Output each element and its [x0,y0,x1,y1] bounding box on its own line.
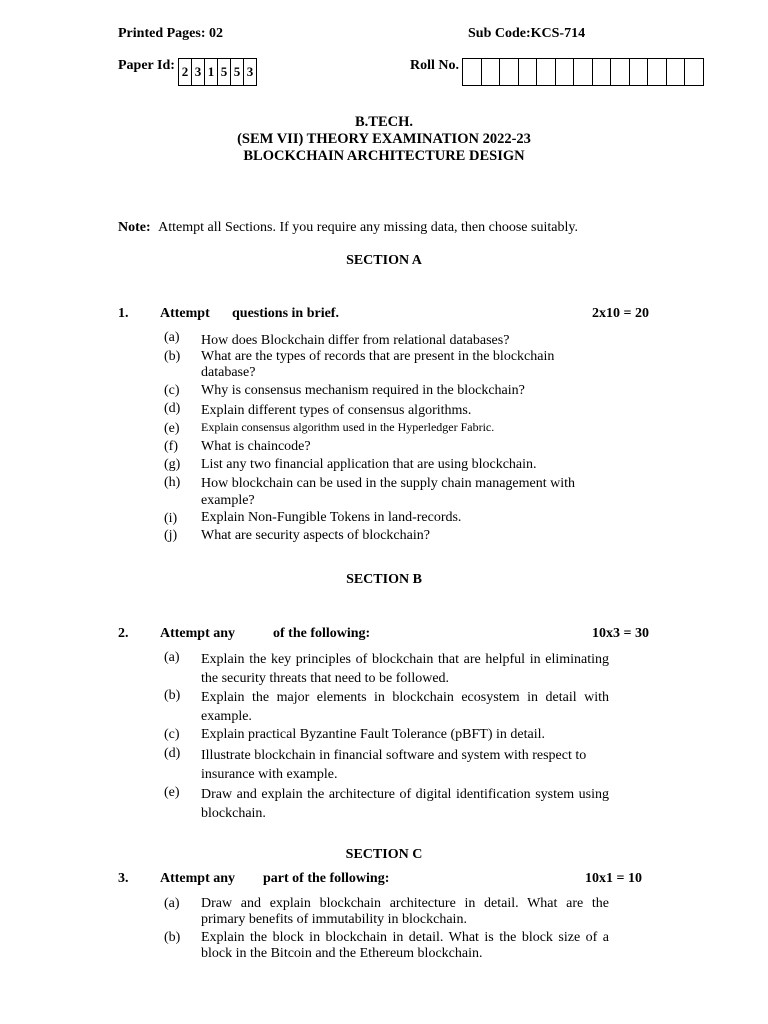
question-item: Draw and explain the architecture of digital identification system using blockchain. [201,787,609,821]
item-label: (b) [164,930,181,945]
roll-no-box[interactable] [592,58,612,86]
item-label: (g) [164,457,181,472]
item-label: (j) [164,528,178,543]
item-label: (h) [164,475,181,490]
roll-no-box[interactable] [462,58,482,86]
printed-pages: Printed Pages: 02 [118,26,223,41]
question-item: Explain consensus algorithm used in the Hyperledger Fabric. [201,420,495,434]
note [118,220,578,236]
question-item: What is chaincode? [201,439,311,454]
roll-no-box[interactable] [536,58,556,86]
item-label: (e) [164,421,180,436]
roll-no-box[interactable] [666,58,686,86]
question-item: Explain practical Byzantine Fault Tolerance (pBFT) in detail. [201,727,545,742]
question-item: Explain the block in blockchain in detail. What is the block size of a block in the Bitcoin and the Ethereum blockchain. [201,930,609,961]
paper-id-digit: 5 [230,58,244,86]
title-degree: B.TECH. [354,114,413,130]
section-a-heading: SECTION A [346,253,422,268]
roll-no-box[interactable] [684,58,704,86]
roll-no-box[interactable] [499,58,519,86]
roll-no-boxes[interactable] [463,58,704,86]
item-label: (c) [164,383,180,398]
item-label: (a) [164,650,180,665]
paper-id-digit: 3 [243,58,257,86]
item-label: (d) [164,746,181,761]
question-marks: 2x10 = 20 [592,306,649,321]
paper-id-digit: 1 [204,58,218,86]
item-label: (e) [164,785,180,800]
roll-no-box[interactable] [610,58,630,86]
question-item: Explain Non-Fungible Tokens in land-records. [201,510,462,525]
question-item: Why is consensus mechanism required in the blockchain? [201,383,525,398]
roll-no-box[interactable] [555,58,575,86]
note-label: Note: [118,220,151,235]
item-label: (d) [164,401,181,416]
question-instruction: Attempt [160,306,210,321]
question-item: What are security aspects of blockchain? [201,528,430,543]
question-marks: 10x3 = 30 [592,626,649,641]
title-subject: BLOCKCHAIN ARCHITECTURE DESIGN [243,148,525,164]
item-label: (i) [164,511,178,526]
question-instruction-rest: questions in brief. [232,306,339,321]
item-label: (f) [164,439,178,454]
paper-id-digit: 5 [217,58,231,86]
question-item: Illustrate blockchain in financial software and system with respect to insurance with example. [201,748,587,782]
roll-no-box[interactable] [481,58,501,86]
question-item: How does Blockchain differ from relational databases? [201,333,510,348]
question-number: 3. [118,871,129,886]
question-item: Explain different types of consensus algorithms. [201,403,472,418]
question-item: Explain the key principles of blockchain that are helpful in eliminating the security threats that need to be followed. [201,652,609,686]
roll-no-box[interactable] [573,58,593,86]
paper-id-digit: 3 [191,58,205,86]
title-exam: (SEM VII) THEORY EXAMINATION 2022-23 [237,131,531,147]
roll-no-label: Roll No. [410,58,459,73]
item-label: (c) [164,727,180,742]
section-b-heading: SECTION B [346,572,422,587]
question-number: 1. [118,306,129,321]
question-number: 2. [118,626,129,641]
roll-no-box[interactable] [629,58,649,86]
sub-code: Sub Code:KCS-714 [468,26,586,41]
paper-id-label: Paper Id: [118,58,175,73]
question-instruction-rest: part of the following: [263,871,390,886]
question-marks: 10x1 = 10 [585,871,642,886]
question-item: Draw and explain blockchain architecture in detail. What are the primary benefits of immutability in blockchain. [201,896,609,927]
paper-id-digit: 2 [178,58,192,86]
question-item: List any two financial application that are using blockchain. [201,457,537,472]
section-c-heading: SECTION C [345,847,423,862]
item-label: (b) [164,349,181,364]
roll-no-box[interactable] [647,58,667,86]
question-instruction-rest: of the following: [273,626,371,641]
question-instruction: Attempt any [160,626,236,641]
question-item: What are the types of records that are present in the blockchain database? [201,349,555,380]
item-label: (a) [164,330,180,345]
question-item: Explain the major elements in blockchain ecosystem in detail with example. [201,690,609,724]
question-item: How blockchain can be used in the supply chain management with example? [201,476,576,508]
roll-no-box[interactable] [518,58,538,86]
question-instruction: Attempt any [160,871,236,886]
item-label: (b) [164,688,181,703]
item-label: (a) [164,896,180,911]
paper-id-boxes [179,58,257,86]
note-text: Attempt all Sections. If you require any missing data, then choose suitably. [158,220,578,235]
